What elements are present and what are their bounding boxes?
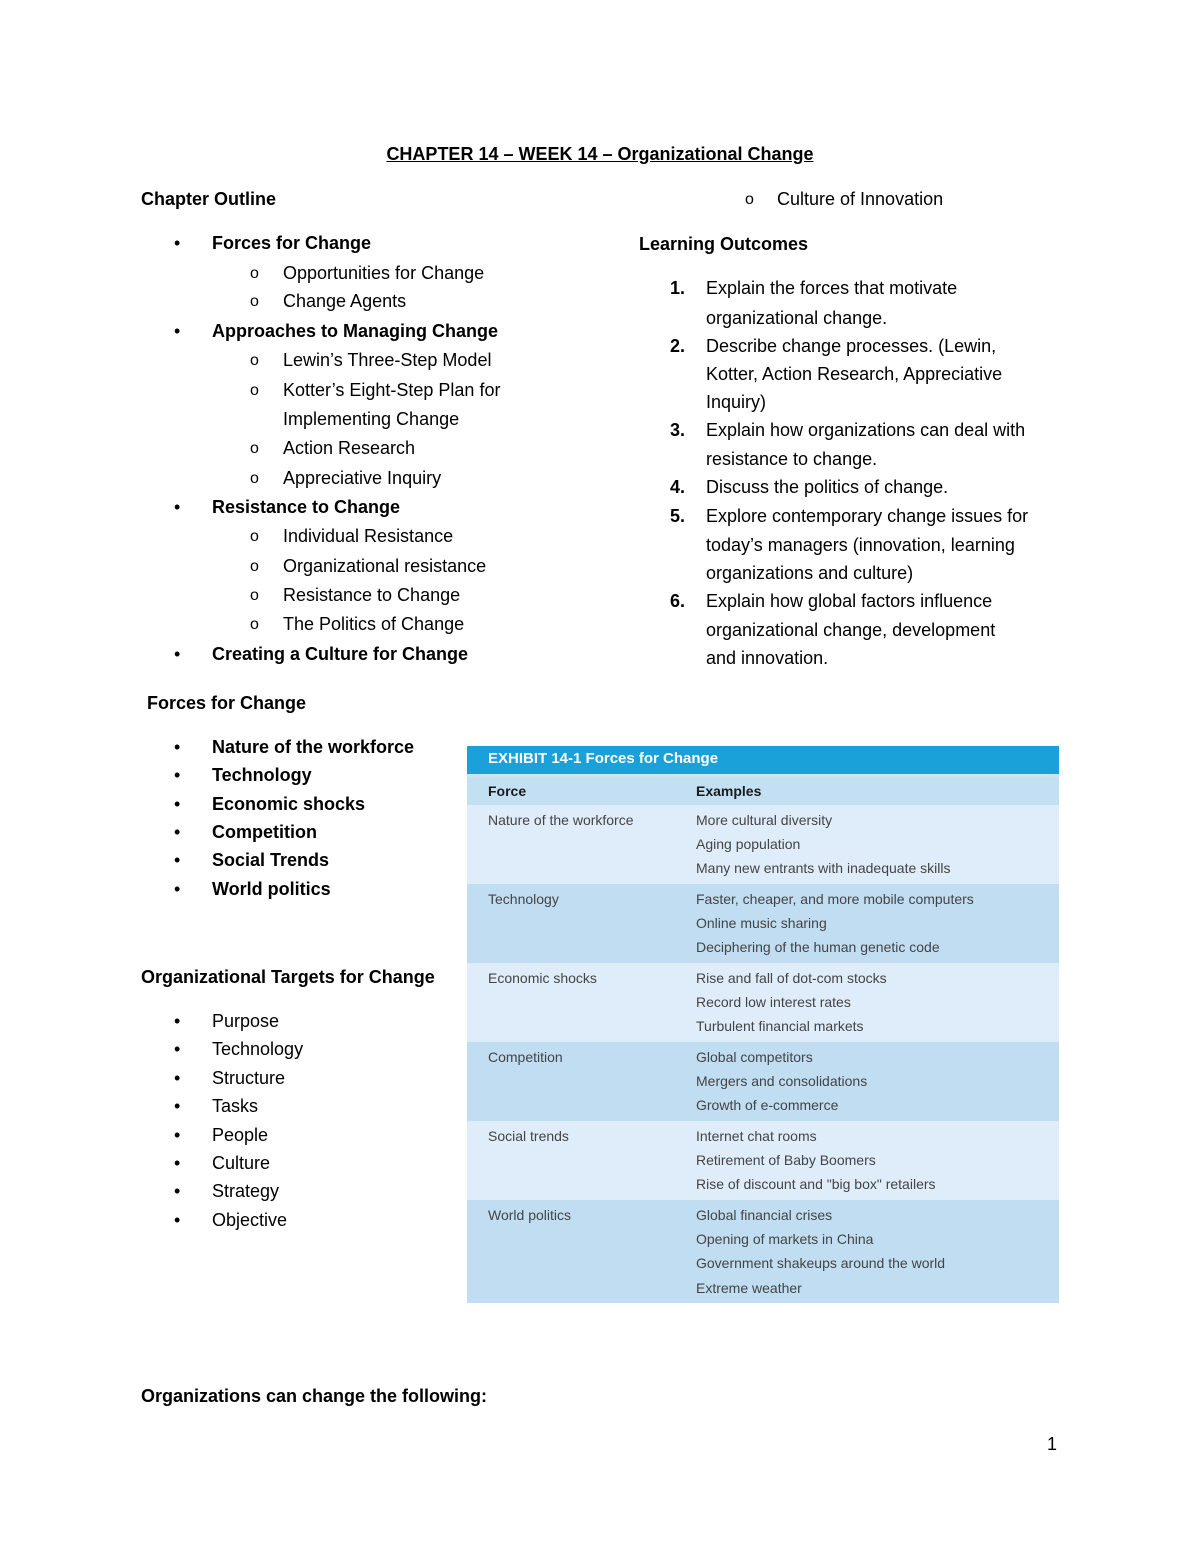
exhibit-force-cell: Technology (488, 891, 559, 907)
exhibit-example-cell: Internet chat rooms (696, 1128, 817, 1144)
exhibit-force-cell: World politics (488, 1207, 571, 1223)
bullet-icon: • (174, 233, 181, 253)
bullet-icon: • (174, 644, 181, 664)
bullet-icon: • (174, 1096, 181, 1117)
outline-subitem: Individual Resistance (283, 526, 454, 546)
sub-bullet-icon: o (250, 352, 259, 369)
force-item: Economic shocks (212, 793, 366, 814)
outcome-text: organizational change, development (706, 620, 996, 640)
bullet-icon: • (174, 793, 181, 814)
outline-subitem: Kotter’s Eight-Step Plan for (283, 380, 501, 400)
outline-subitem: Implementing Change (283, 409, 460, 429)
bullet-icon: • (174, 1039, 181, 1060)
column-force-header: Force (488, 783, 527, 799)
exhibit-example-cell: Government shakeups around the world (696, 1255, 946, 1272)
bullet-icon: • (174, 497, 181, 517)
exhibit-example-cell: Mergers and consolidations (696, 1073, 868, 1090)
outcome-text: Explain the forces that motivate (706, 278, 958, 298)
bullet-icon: • (174, 737, 181, 757)
outcome-number: 2. (670, 336, 686, 356)
bullet-icon: • (174, 878, 181, 899)
exhibit-example-cell: Opening of markets in China (696, 1231, 874, 1248)
force-item: Competition (212, 821, 317, 842)
exhibit-title: EXHIBIT 14-1 Forces for Change (488, 750, 719, 767)
exhibit-example-cell: Faster, cheaper, and more mobile computers (696, 891, 974, 907)
sub-bullet-icon: o (250, 616, 259, 633)
bullet-icon: • (174, 765, 181, 786)
outline-item: Creating a Culture for Change (212, 644, 469, 664)
outcome-text: Kotter, Action Research, Appreciative (706, 364, 1003, 384)
exhibit-example-cell: Online music sharing (696, 915, 827, 932)
outcome-text: today’s managers (innovation, learning (706, 535, 1015, 555)
outline-item: Resistance to Change (212, 497, 401, 517)
outline-subitem: Lewin’s Three-Step Model (283, 350, 492, 370)
exhibit-column-headers (467, 777, 1059, 805)
outline-subitem: The Politics of Change (283, 614, 465, 634)
exhibit-example-cell: Global financial crises (696, 1207, 833, 1223)
exhibit-row (467, 884, 1059, 963)
bullet-icon: • (174, 821, 181, 842)
exhibit-example-cell: Many new entrants with inadequate skills (696, 860, 951, 877)
outcome-text: Explore contemporary change issues for (706, 506, 1029, 526)
sub-bullet-icon: o (250, 440, 259, 457)
exhibit-example-cell: Extreme weather (696, 1279, 802, 1296)
exhibit-row (467, 1200, 1059, 1303)
exhibit-force-cell: Competition (488, 1049, 563, 1065)
page-title: CHAPTER 14 – WEEK 14 – Organizational Change (386, 144, 814, 164)
outcome-number: 5. (670, 506, 686, 526)
outcome-number: 6. (670, 591, 686, 611)
outcome-text: Describe change processes. (Lewin, (706, 336, 997, 356)
outcome-text: Explain how organizations can deal with (706, 420, 1026, 440)
sub-bullet-icon: o (745, 191, 754, 208)
target-item: Strategy (212, 1181, 280, 1202)
force-item: Social Trends (212, 850, 330, 871)
exhibit-example-cell: More cultural diversity (696, 812, 833, 828)
target-item: Technology (212, 1039, 304, 1060)
bullet-icon: • (174, 1067, 181, 1088)
target-item: Tasks (212, 1096, 259, 1117)
outcome-text: Explain how global factors influence (706, 591, 993, 611)
exhibit-example-cell: Deciphering of the human genetic code (696, 939, 940, 956)
outcome-text: organizational change. (706, 308, 888, 328)
sub-bullet-icon: o (250, 265, 259, 282)
exhibit-example-cell: Turbulent financial markets (696, 1018, 864, 1035)
outline-item: Approaches to Managing Change (212, 321, 499, 341)
force-item: Nature of the workforce (212, 737, 415, 757)
outcome-text: Inquiry) (706, 392, 767, 412)
bullet-icon: • (174, 321, 181, 341)
exhibit-force-cell: Nature of the workforce (488, 812, 634, 828)
outcomes-heading: Learning Outcomes (639, 234, 809, 254)
outcome-text: Discuss the politics of change. (706, 477, 949, 497)
forces-heading: Forces for Change (147, 693, 307, 713)
target-item: Objective (212, 1209, 288, 1230)
exhibit-example-cell: Aging population (696, 836, 801, 853)
bullet-icon: • (174, 1153, 181, 1173)
exhibit-example-cell: Growth of e-commerce (696, 1097, 839, 1114)
outcome-text: resistance to change. (706, 449, 878, 469)
outline-subitem: Change Agents (283, 291, 407, 311)
exhibit-example-cell: Retirement of Baby Boomers (696, 1152, 876, 1169)
exhibit-row (467, 963, 1059, 1042)
exhibit-example-cell: Record low interest rates (696, 994, 851, 1011)
target-item: People (212, 1124, 269, 1145)
outline-subitem: Organizational resistance (283, 556, 487, 576)
outcome-number: 1. (670, 278, 686, 298)
sub-bullet-icon: o (250, 470, 259, 487)
exhibit-example-cell: Rise of discount and "big box" retailers (696, 1176, 936, 1193)
closing-heading: Organizations can change the following: (141, 1386, 488, 1406)
target-item: Purpose (212, 1011, 280, 1031)
outline-subitem: Appreciative Inquiry (283, 468, 442, 488)
bullet-icon: • (174, 1124, 181, 1145)
bullet-icon: • (174, 850, 181, 871)
exhibit-row (467, 1042, 1059, 1121)
exhibit-table (467, 746, 1059, 1303)
outline-heading: Chapter Outline (141, 189, 277, 209)
column-examples-header: Examples (696, 783, 762, 799)
sub-bullet-icon: o (250, 382, 259, 399)
outline-subitem: Resistance to Change (283, 585, 461, 605)
outline-subitem: Culture of Innovation (777, 189, 944, 209)
bullet-icon: • (174, 1181, 181, 1202)
outcome-number: 3. (670, 420, 686, 440)
outcome-text: organizations and culture) (706, 563, 914, 583)
bullet-icon: • (174, 1011, 181, 1031)
outcome-number: 4. (670, 477, 686, 497)
exhibit-force-cell: Economic shocks (488, 970, 597, 986)
exhibit-header-bar (467, 746, 1059, 774)
sub-bullet-icon: o (250, 293, 259, 310)
bullet-icon: • (174, 1209, 181, 1230)
exhibit-row (467, 805, 1059, 884)
outcome-text: and innovation. (706, 648, 829, 668)
force-item: Technology (212, 765, 312, 786)
force-item: World politics (212, 878, 331, 899)
exhibit-force-cell: Social trends (488, 1128, 569, 1144)
sub-bullet-icon: o (250, 587, 259, 604)
page-number: 1 (1047, 1434, 1058, 1454)
outline-item: Forces for Change (212, 233, 372, 253)
exhibit-row (467, 1121, 1059, 1200)
targets-heading: Organizational Targets for Change (141, 967, 435, 987)
target-item: Structure (212, 1067, 286, 1088)
outline-subitem: Opportunities for Change (283, 263, 485, 283)
outline-subitem: Action Research (283, 438, 416, 458)
sub-bullet-icon: o (250, 558, 259, 575)
sub-bullet-icon: o (250, 528, 259, 545)
exhibit-example-cell: Global competitors (696, 1049, 813, 1065)
exhibit-example-cell: Rise and fall of dot-com stocks (696, 970, 887, 986)
target-item: Culture (212, 1153, 271, 1173)
